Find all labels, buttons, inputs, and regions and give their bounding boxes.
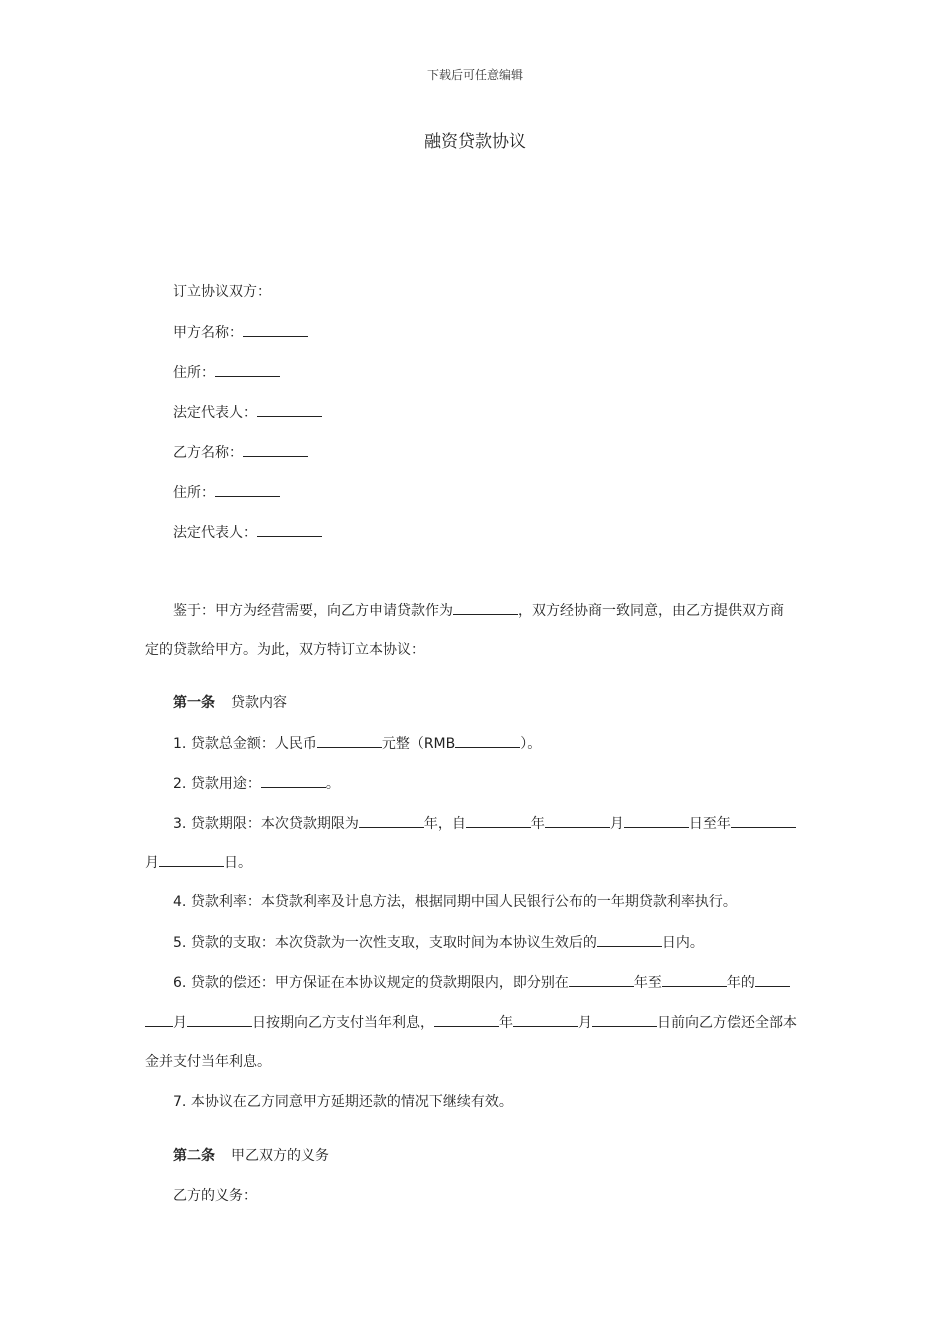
preamble-line-1 bbox=[173, 600, 784, 621]
party-a-rep-line bbox=[173, 402, 322, 423]
start-month-blank bbox=[545, 813, 610, 828]
party-a-address-blank bbox=[215, 362, 280, 377]
party-b-duties: 乙方的义务： bbox=[173, 1188, 257, 1204]
item-text: 日按期向乙方支付当年利息， bbox=[252, 1015, 434, 1031]
party-b-name-label: 乙方名称： bbox=[173, 445, 243, 461]
document-title: 融资贷款协议 bbox=[424, 132, 526, 152]
article-1-title: 贷款内容 bbox=[231, 695, 287, 711]
amount-rmb-blank bbox=[455, 733, 520, 748]
item-3-continued bbox=[145, 852, 252, 873]
item-text: ）。 bbox=[520, 736, 542, 752]
item-number: 4 bbox=[173, 894, 182, 910]
party-b-address-line bbox=[173, 482, 280, 503]
item-text: . 本协议在乙方同意甲方延期还款的情况下继续有效。 bbox=[181, 1094, 513, 1110]
preamble-text: ，双方经协商一致同意，由乙方提供双方商 bbox=[518, 603, 784, 619]
loan-use-blank bbox=[261, 773, 326, 788]
loan-purpose-blank bbox=[453, 600, 518, 615]
party-b-rep-label: 法定代表人： bbox=[173, 525, 257, 541]
party-a-address-line bbox=[173, 362, 280, 383]
party-b-name-blank bbox=[243, 442, 308, 457]
item-7 bbox=[173, 1092, 513, 1112]
party-b-rep-blank bbox=[257, 522, 322, 537]
item-text: . 贷款的偿还：甲方保证在本协议规定的贷款期限内，即分别在 bbox=[181, 975, 569, 991]
preamble-text: 鉴于：甲方为经营需要，向乙方申请贷款作为 bbox=[173, 603, 453, 619]
item-text: . 贷款期限：本次贷款期限为 bbox=[181, 816, 359, 832]
party-b-rep-line bbox=[173, 522, 322, 543]
item-number: 2 bbox=[173, 776, 182, 792]
item-text: . 贷款利率：本贷款利率及计息方法，根据同期中国人民银行公布的一年期贷款利率执行。 bbox=[181, 894, 737, 910]
final-year-blank bbox=[434, 1012, 499, 1027]
article-2-heading bbox=[173, 1146, 329, 1166]
party-a-name-blank bbox=[243, 322, 308, 337]
article-1-number: 第一条 bbox=[173, 695, 215, 711]
start-day-blank bbox=[624, 813, 689, 828]
start-year-blank bbox=[466, 813, 531, 828]
final-day-blank bbox=[592, 1012, 657, 1027]
article-1-heading bbox=[173, 693, 287, 713]
end-year-blank bbox=[731, 813, 796, 828]
item-text: 元整（ bbox=[381, 736, 424, 752]
repay-to-year-blank bbox=[662, 972, 727, 987]
party-a-address-label: 住所： bbox=[173, 365, 215, 381]
item-6 bbox=[173, 972, 790, 993]
article-2-title: 甲乙双方的义务 bbox=[231, 1148, 329, 1164]
party-b-address-label: 住所： bbox=[173, 485, 215, 501]
rmb-label: RMB bbox=[423, 736, 456, 752]
item-text: 日内。 bbox=[661, 935, 704, 951]
item-text: 年的 bbox=[726, 975, 755, 991]
item-number: 6 bbox=[173, 975, 182, 991]
item-text: 月 bbox=[609, 816, 624, 832]
item-number: 3 bbox=[173, 816, 182, 832]
repay-month-blank-part2 bbox=[145, 1012, 173, 1027]
item-text: . 贷款的支取：本次贷款为一次性支取，支取时间为本协议生效后的 bbox=[181, 935, 597, 951]
repay-month-blank-part1 bbox=[755, 972, 790, 987]
final-month-blank bbox=[513, 1012, 578, 1027]
item-text: 月 bbox=[145, 855, 159, 871]
party-a-rep-label: 法定代表人： bbox=[173, 405, 257, 421]
item-text: . 贷款总金额：人民币 bbox=[181, 736, 317, 752]
item-text: 月 bbox=[578, 1015, 592, 1031]
item-text: 日。 bbox=[224, 855, 252, 871]
item-text: . 贷款用途： bbox=[181, 776, 261, 792]
parties-intro: 订立协议双方： bbox=[173, 284, 271, 300]
party-a-name-line bbox=[173, 322, 308, 343]
item-text: 年至 bbox=[633, 975, 662, 991]
drawdown-days-blank bbox=[597, 932, 662, 947]
item-5 bbox=[173, 932, 704, 953]
party-b-address-blank bbox=[215, 482, 280, 497]
item-2 bbox=[173, 773, 340, 794]
term-years-blank bbox=[359, 813, 424, 828]
party-a-name-label: 甲方名称： bbox=[173, 325, 243, 341]
item-1 bbox=[173, 733, 541, 754]
item-text: 年，自 bbox=[423, 816, 466, 832]
item-text: 日前向乙方偿还全部本 bbox=[657, 1015, 797, 1031]
repay-from-year-blank bbox=[569, 972, 634, 987]
party-b-name-line bbox=[173, 442, 308, 463]
item-3 bbox=[173, 813, 796, 834]
party-a-rep-blank bbox=[257, 402, 322, 417]
download-note: 下载后可任意编辑 bbox=[426, 68, 523, 82]
item-number: 5 bbox=[173, 935, 182, 951]
amount-cny-blank bbox=[317, 733, 382, 748]
item-text: 年 bbox=[530, 816, 545, 832]
item-text: 日至年 bbox=[688, 816, 731, 832]
item-text: 月 bbox=[173, 1015, 187, 1031]
article-2-number: 第二条 bbox=[173, 1148, 215, 1164]
preamble-line-2: 定的贷款给甲方。为此，双方特订立本协议： bbox=[145, 642, 425, 658]
item-text: 。 bbox=[325, 776, 340, 792]
item-number: 7 bbox=[173, 1094, 182, 1110]
repay-day-blank bbox=[187, 1012, 252, 1027]
item-4 bbox=[173, 892, 737, 912]
item-number: 1 bbox=[173, 736, 182, 752]
end-month-blank bbox=[159, 852, 224, 867]
item-text: 年 bbox=[499, 1015, 513, 1031]
item-6-end: 金并支付当年利息。 bbox=[145, 1054, 271, 1070]
item-6-continued bbox=[145, 1012, 797, 1033]
